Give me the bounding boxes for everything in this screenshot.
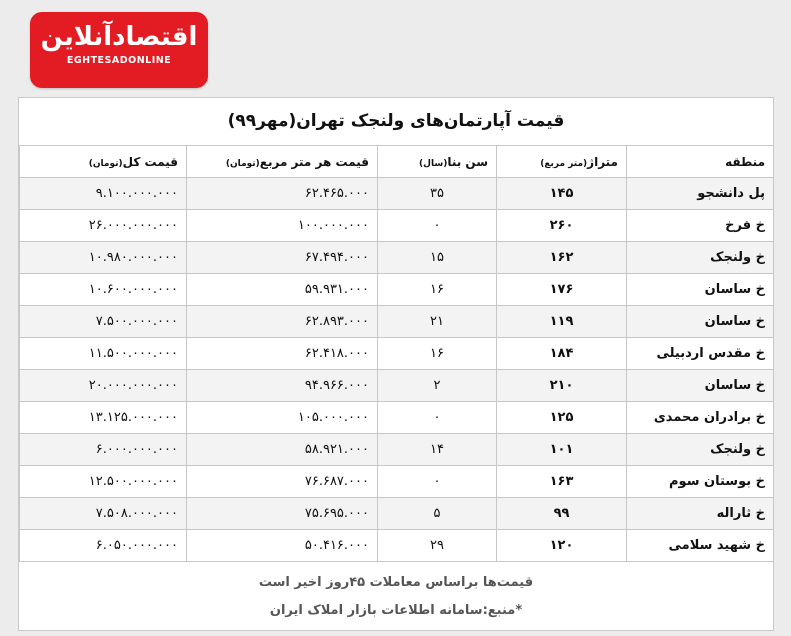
table-row bbox=[20, 210, 774, 242]
cell-age: ۰ bbox=[378, 210, 497, 242]
cell-price-per-meter: ۹۴.۹۶۶.۰۰۰ bbox=[187, 370, 378, 402]
cell-area: ۱۶۳ bbox=[497, 466, 627, 498]
table-row bbox=[20, 242, 774, 274]
cell-region: خ برادران محمدی bbox=[627, 402, 774, 434]
table-row bbox=[20, 402, 774, 434]
cell-area: ۱۷۶ bbox=[497, 274, 627, 306]
cell-price-per-meter: ۵۰.۴۱۶.۰۰۰ bbox=[187, 530, 378, 562]
cell-total-price: ۱۰.۶۰۰.۰۰۰.۰۰۰ bbox=[20, 274, 187, 306]
cell-total-price: ۶.۰۵۰.۰۰۰.۰۰۰ bbox=[20, 530, 187, 562]
cell-region: خ ولنجک bbox=[627, 434, 774, 466]
cell-area: ۱۴۵ bbox=[497, 178, 627, 210]
cell-region: خ ثاراله bbox=[627, 498, 774, 530]
cell-region: خ شهید سلامی bbox=[627, 530, 774, 562]
cell-region: خ ساسان bbox=[627, 306, 774, 338]
table-row bbox=[20, 370, 774, 402]
cell-region: پل دانشجو bbox=[627, 178, 774, 210]
header-total-price-unit: (تومان) bbox=[88, 158, 123, 169]
cell-price-per-meter: ۶۲.۴۶۵.۰۰۰ bbox=[187, 178, 378, 210]
cell-total-price: ۱۰.۹۸۰.۰۰۰.۰۰۰ bbox=[20, 242, 187, 274]
table-title: قیمت آپارتمان‌های ولنجک تهران(مهر۹۹) bbox=[227, 111, 565, 131]
cell-price-per-meter: ۶۲.۸۹۳.۰۰۰ bbox=[187, 306, 378, 338]
table-row bbox=[20, 498, 774, 530]
cell-total-price: ۱۳.۱۲۵.۰۰۰.۰۰۰ bbox=[20, 402, 187, 434]
cell-age: ۱۶ bbox=[378, 338, 497, 370]
header-age-unit: (سال) bbox=[419, 158, 448, 169]
cell-total-price: ۶.۰۰۰.۰۰۰.۰۰۰ bbox=[20, 434, 187, 466]
header-total-price: قیمت کل(تومان) bbox=[20, 146, 187, 178]
table-row bbox=[20, 306, 774, 338]
cell-total-price: ۹.۱۰۰.۰۰۰.۰۰۰ bbox=[20, 178, 187, 210]
cell-age: ۲۹ bbox=[378, 530, 497, 562]
cell-area: ۱۲۵ bbox=[497, 402, 627, 434]
cell-age: ۱۶ bbox=[378, 274, 497, 306]
cell-region: خ مقدس اردبیلی bbox=[627, 338, 774, 370]
note-source: *منبع:سامانه اطلاعات بازار املاک ایران bbox=[269, 603, 523, 618]
cell-region: خ بوستان سوم bbox=[627, 466, 774, 498]
table-header-row bbox=[20, 146, 774, 178]
cell-age: ۲ bbox=[378, 370, 497, 402]
header-age: سن بنا(سال) bbox=[378, 146, 497, 178]
cell-price-per-meter: ۵۹.۹۳۱.۰۰۰ bbox=[187, 274, 378, 306]
note-basis: قیمت‌ها براساس معاملات ۴۵روز اخیر است bbox=[258, 575, 534, 590]
cell-total-price: ۱۲.۵۰۰.۰۰۰.۰۰۰ bbox=[20, 466, 187, 498]
cell-area: ۱۸۴ bbox=[497, 338, 627, 370]
table-row bbox=[20, 434, 774, 466]
cell-age: ۱۴ bbox=[378, 434, 497, 466]
table-row bbox=[20, 274, 774, 306]
cell-price-per-meter: ۷۶.۶۸۷.۰۰۰ bbox=[187, 466, 378, 498]
logo-name-fa: اقتصادآنلاین bbox=[40, 22, 198, 52]
logo-name-en: EGHTESADONLINE bbox=[66, 55, 172, 66]
header-price-per-meter: قیمت هر متر مربع(تومان) bbox=[187, 146, 378, 178]
eghtesadonline-logo bbox=[30, 12, 208, 88]
cell-region: خ ساسان bbox=[627, 370, 774, 402]
cell-age: ۱۵ bbox=[378, 242, 497, 274]
cell-age: ۰ bbox=[378, 402, 497, 434]
table-row bbox=[20, 178, 774, 210]
price-card bbox=[18, 97, 774, 631]
cell-total-price: ۱۱.۵۰۰.۰۰۰.۰۰۰ bbox=[20, 338, 187, 370]
table-row bbox=[20, 338, 774, 370]
cell-region: خ فرخ bbox=[627, 210, 774, 242]
cell-area: ۱۱۹ bbox=[497, 306, 627, 338]
cell-age: ۵ bbox=[378, 498, 497, 530]
header-area: متراژ(متر مربع) bbox=[497, 146, 627, 178]
cell-region: خ ساسان bbox=[627, 274, 774, 306]
table-notes bbox=[19, 569, 773, 625]
cell-price-per-meter: ۶۲.۴۱۸.۰۰۰ bbox=[187, 338, 378, 370]
cell-price-per-meter: ۶۷.۴۹۴.۰۰۰ bbox=[187, 242, 378, 274]
cell-age: ۰ bbox=[378, 466, 497, 498]
table-row bbox=[20, 466, 774, 498]
cell-total-price: ۷.۵۰۸.۰۰۰.۰۰۰ bbox=[20, 498, 187, 530]
cell-total-price: ۲۶.۰۰۰.۰۰۰.۰۰۰ bbox=[20, 210, 187, 242]
cell-price-per-meter: ۷۵.۶۹۵.۰۰۰ bbox=[187, 498, 378, 530]
cell-total-price: ۷.۵۰۰.۰۰۰.۰۰۰ bbox=[20, 306, 187, 338]
header-area-unit: (متر مربع) bbox=[540, 158, 588, 169]
cell-price-per-meter: ۱۰۵.۰۰۰.۰۰۰ bbox=[187, 402, 378, 434]
cell-area: ۱۰۱ bbox=[497, 434, 627, 466]
cell-area: ۲۶۰ bbox=[497, 210, 627, 242]
cell-area: ۱۶۲ bbox=[497, 242, 627, 274]
cell-price-per-meter: ۱۰۰.۰۰۰.۰۰۰ bbox=[187, 210, 378, 242]
cell-age: ۲۱ bbox=[378, 306, 497, 338]
cell-area: ۱۲۰ bbox=[497, 530, 627, 562]
cell-region: خ ولنجک bbox=[627, 242, 774, 274]
cell-area: ۲۱۰ bbox=[497, 370, 627, 402]
cell-area: ۹۹ bbox=[497, 498, 627, 530]
cell-price-per-meter: ۵۸.۹۲۱.۰۰۰ bbox=[187, 434, 378, 466]
header-price-per-meter-unit: (تومان) bbox=[225, 158, 260, 169]
table-row bbox=[20, 530, 774, 562]
header-region: منطقه bbox=[627, 146, 774, 178]
price-table bbox=[19, 145, 774, 562]
cell-age: ۳۵ bbox=[378, 178, 497, 210]
cell-total-price: ۲۰.۰۰۰.۰۰۰.۰۰۰ bbox=[20, 370, 187, 402]
